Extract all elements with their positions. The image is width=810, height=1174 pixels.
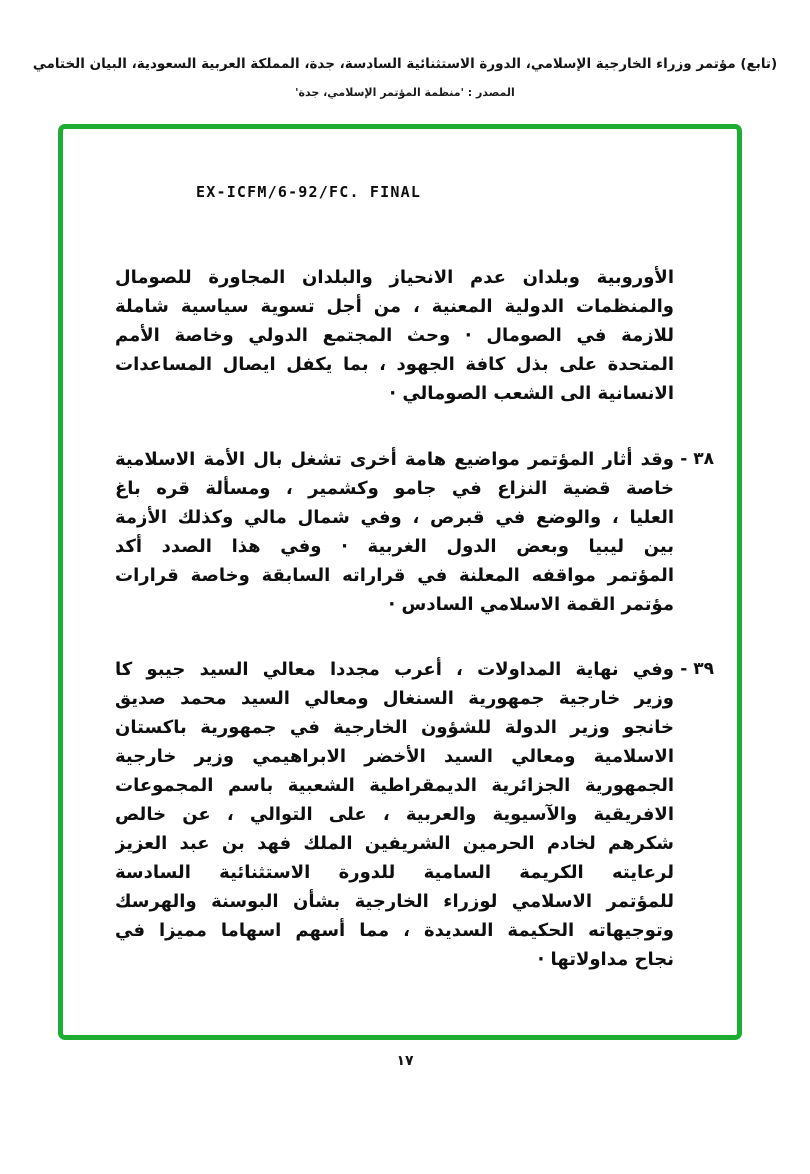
text-line: الأوروبية وبلدان عدم الانحياز والبلدان المجاورة للصومال xyxy=(115,267,674,288)
text-line: المتحدة على بذل كافة الجهود ، بما يكفل ايصال المساعدات xyxy=(115,354,674,375)
text-line: خانجو وزير الدولة للشؤون الخارجية في جمهورية باكستان xyxy=(115,717,674,738)
text-line: للمؤتمر الاسلامي لوزراء الخارجية بشأن البوسنة والهرسك xyxy=(115,891,674,912)
text-line: بين ليبيا وبعض الدول الغربية · وفي هذا الصدد أكد xyxy=(115,536,674,557)
text-line: نجاح مداولاتها · xyxy=(537,949,674,970)
text-line: الاسلامية ومعالي السيد الأخضر الابراهيمي وزير خارجية xyxy=(115,746,674,767)
text-line: وفي نهاية المداولات ، أعرب مجددا معالي السيد جيبو كا xyxy=(115,659,674,680)
paragraph-number: ٣٨ - xyxy=(680,449,714,469)
text-line: مؤتمر القمة الاسلامي السادس · xyxy=(388,594,674,615)
page-content xyxy=(63,129,737,1035)
text-line: الافريقية والآسيوية والعربية ، على التوالي ، عن خالص xyxy=(115,804,674,825)
text-line: للازمة في الصومال · وحث المجتمع الدولي وخاصة الأمم xyxy=(115,325,674,346)
text-line: الجمهورية الجزائرية الديمقراطية الشعبية باسم المجموعات xyxy=(115,775,674,796)
page-number: ١٧ xyxy=(396,1053,414,1069)
paragraph-38 xyxy=(115,445,714,619)
text-line: الانسانية الى الشعب الصومالي · xyxy=(389,383,674,404)
document-header xyxy=(0,56,810,99)
header-source-line: المصدر : 'منظمة المؤتمر الإسلامي، جدة' xyxy=(295,86,515,99)
paragraph-39 xyxy=(115,655,714,974)
document-page xyxy=(0,56,810,1174)
text-line: وتوجيهاته الحكيمة السديدة ، مما أسهم اسهاما مميزا في xyxy=(115,920,674,941)
text-line: وزير خارجية جمهورية السنغال ومعالي السيد محمد صديق xyxy=(115,688,674,709)
text-line: العليا ، والوضع في قبرص ، وفي شمال مالي وكذلك الأزمة xyxy=(115,507,674,528)
text-line: وقد أثار المؤتمر مواضيع هامة أخرى تشغل بال الأمة الاسلامية xyxy=(115,449,674,470)
text-line: لرعايته الكريمة السامية للدورة الاستثنائية السادسة xyxy=(115,862,674,883)
text-line: شكرهم لخادم الحرمين الشريفين الملك فهد بن عبد العزيز xyxy=(115,833,674,854)
page-border-frame xyxy=(58,124,742,1040)
text-line: والمنظمات الدولية المعنية ، من أجل تسوية سياسية شاملة xyxy=(115,296,674,317)
paragraph-continuation xyxy=(115,263,674,408)
header-citation-line: (تابع) مؤتمر وزراء الخارجية الإسلامي، الدورة الاستثنائية السادسة، جدة، المملكة العربية السعودية، البيان الختامي xyxy=(32,56,778,72)
text-line: خاصة قضية النزاع في جامو وكشمير ، ومسألة قره باغ xyxy=(115,478,674,499)
document-reference: EX-ICFM/6-92/FC. FINAL xyxy=(196,183,422,201)
paragraph-number: ٣٩ - xyxy=(680,659,714,679)
text-line: المؤتمر مواقفه المعلنة في قراراته السابقة وخاصة قرارات xyxy=(115,565,674,586)
document-body xyxy=(115,263,714,974)
